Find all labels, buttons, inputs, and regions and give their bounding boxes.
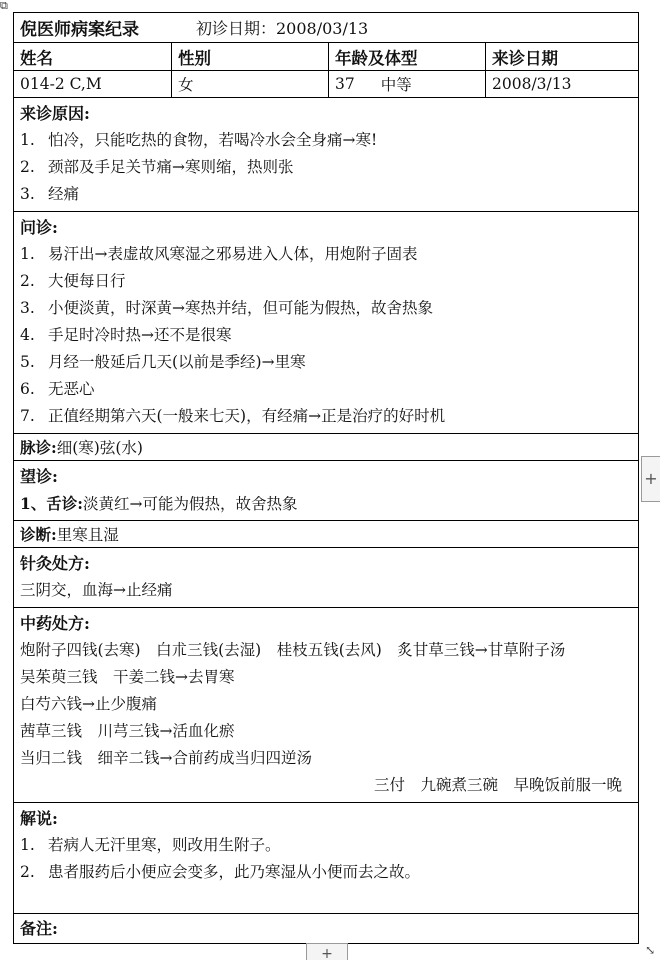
list-item: 吴茱萸三钱 干姜二钱→去胃寒	[20, 668, 235, 686]
diagnosis-label: 诊断:	[20, 525, 57, 544]
patient-build: 中等	[380, 76, 412, 94]
list-item: 1. 若病人无汗里寒，则改用生附子。	[20, 836, 281, 854]
list-item: 当归二钱 细辛二钱→合前药成当归四逆汤	[20, 749, 312, 767]
list-item: 5. 月经一般延后几天(以前是季经)→里寒	[20, 353, 306, 371]
pulse-text: 细(寒)弦(水)	[56, 439, 143, 457]
table-move-handle-icon[interactable]: ⧉	[0, 0, 8, 12]
acupuncture-text: 三阴交，血海→止经痛	[20, 581, 173, 599]
list-item: 1. 怕冷，只能吃热的食物，若喝冷水会全身痛→寒!	[20, 131, 378, 149]
notes-title: 备注:	[20, 919, 58, 938]
herbal-section	[14, 607, 638, 802]
dosage-instructions: 三付 九碗煮三碗 早晚饭前服一晚	[373, 776, 622, 794]
record-title: 倪医师病案纪录	[20, 20, 139, 40]
list-item: 2. 患者服药后小便应会变多，此乃寒湿从小便而去之故。	[20, 863, 421, 881]
inquiry-section	[14, 211, 638, 433]
col-name-header: 姓名	[20, 48, 53, 68]
list-item: 茜草三钱 川芎三钱→活血化瘀	[20, 722, 235, 740]
observation-title: 望诊:	[20, 467, 58, 486]
add-row-button[interactable]: +	[306, 943, 348, 960]
resize-handle-icon[interactable]: ⤡	[645, 943, 656, 957]
patient-visit-date: 2008/3/13	[485, 71, 638, 97]
list-item: 3. 经痛	[20, 185, 80, 203]
list-item: 炮附子四钱(去寒) 白朮三钱(去湿) 桂枝五钱(去风) 炙甘草三钱→甘草附子汤	[20, 641, 566, 659]
case-record-table	[13, 12, 639, 944]
reason-section	[14, 97, 638, 211]
list-item: 1. 易汗出→表虚故风寒湿之邪易进入人体，用炮附子固表	[20, 245, 418, 263]
acupuncture-section	[14, 547, 638, 607]
header-row	[14, 42, 638, 70]
pulse-section	[14, 433, 638, 460]
col-visit-date-header: 来诊日期	[485, 43, 638, 70]
pulse-label: 脉诊:	[20, 438, 57, 457]
explanation-section	[14, 802, 638, 913]
col-sex-header: 性别	[171, 43, 328, 70]
add-column-button[interactable]: +	[641, 456, 660, 502]
tongue-label: 1、舌诊:	[20, 494, 84, 513]
first-visit-date: 初诊日期：2008/03/13	[196, 19, 369, 38]
notes-section	[14, 913, 638, 943]
observation-section	[14, 460, 638, 520]
list-item: 2. 颈部及手足关节痛→寒则缩，热则张	[20, 158, 294, 176]
list-item: 7. 正值经期第六天(一般来七天)，有经痛→正是治疗的好时机	[20, 407, 446, 425]
explanation-title: 解说:	[20, 809, 58, 828]
list-item: 6. 无恶心	[20, 380, 95, 398]
list-item: 2. 大便每日行	[20, 272, 126, 290]
patient-age-build	[328, 71, 485, 97]
title-row	[14, 13, 638, 42]
patient-row	[14, 70, 638, 97]
tongue-diagnosis	[20, 490, 632, 517]
col-age-header: 年龄及体型	[328, 43, 485, 70]
patient-sex: 女	[171, 71, 328, 97]
patient-name: 014-2 C,M	[20, 75, 102, 93]
list-item: 3. 小便淡黄，时深黄→寒热并结，但可能为假热，故舍热象	[20, 299, 433, 317]
inquiry-title: 问诊:	[20, 218, 58, 237]
diagnosis-section	[14, 520, 638, 547]
tongue-text: 淡黄红→可能为假热，故舍热象	[83, 495, 298, 513]
acupuncture-title: 针灸处方:	[20, 554, 90, 573]
reason-title: 来诊原因:	[20, 104, 90, 123]
patient-age: 37	[335, 75, 355, 93]
list-item: 白芍六钱→止少腹痛	[20, 695, 157, 713]
herbal-title: 中药处方:	[20, 614, 90, 633]
diagnosis-text: 里寒且湿	[56, 526, 119, 544]
list-item: 4. 手足时冷时热→还不是很寒	[20, 326, 232, 344]
